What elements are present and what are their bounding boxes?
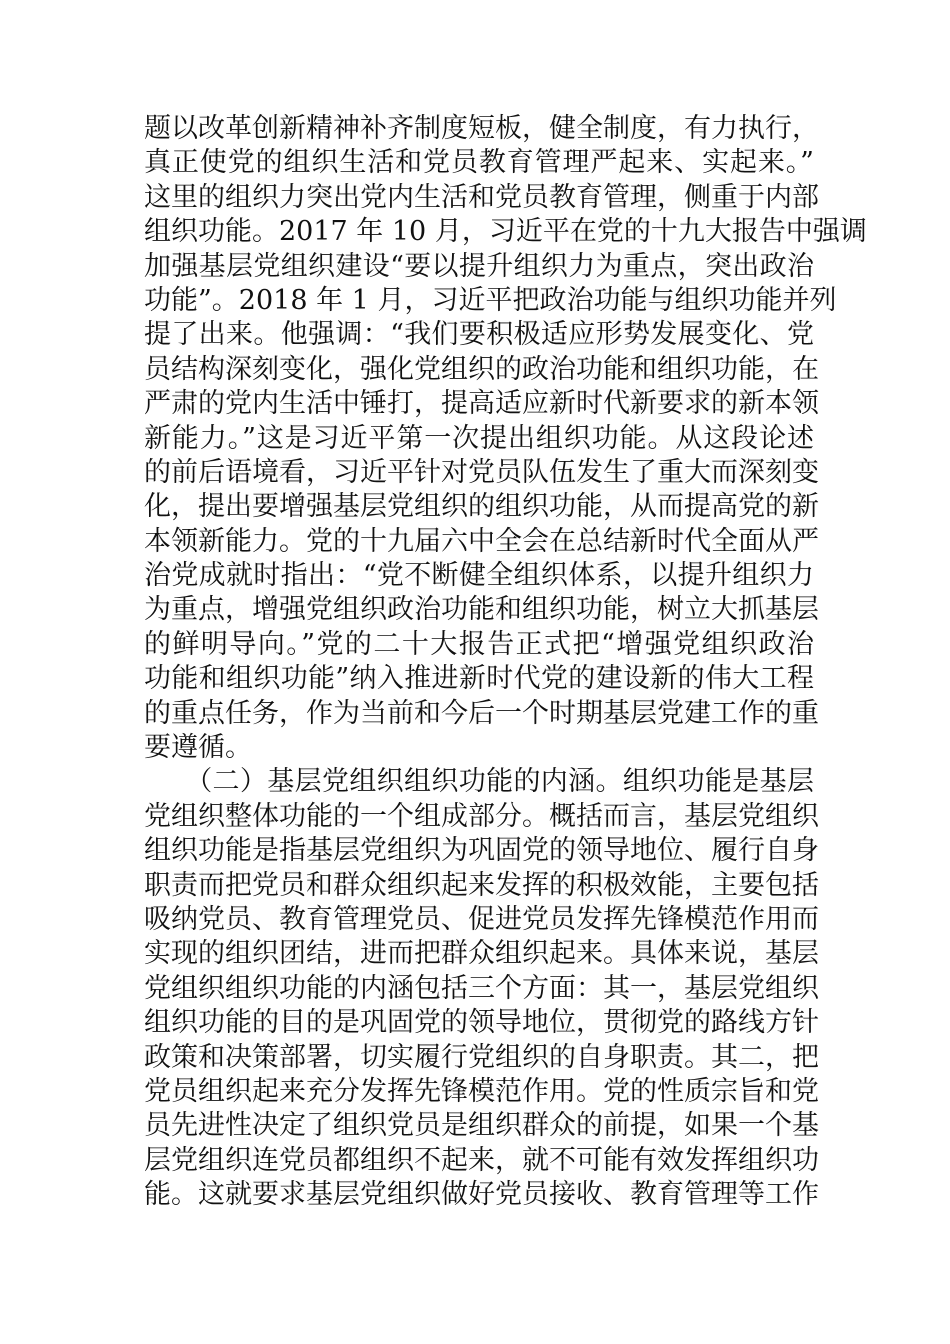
paragraph-end-line: 要遵循。 — [144, 732, 252, 764]
text-line: 提了出来。他强调：“我们要积极适应形势发展变化、党 — [144, 319, 814, 351]
text-line: 的鲜明导向。”党的二十大报告正式把“增强党组织政治 — [144, 628, 814, 660]
text-line: 加强基层党组织建设“要以提升组织力为重点，突出政治 — [144, 250, 814, 282]
text-line: 政策和决策部署，切实履行党组织的自身职责。其二，把 — [144, 1041, 819, 1073]
text-line: 的重点任务，作为当前和今后一个时期基层党建工作的重 — [144, 697, 819, 729]
text-line: 能。这就要求基层党组织做好党员接收、教育管理等工作 — [144, 1179, 819, 1211]
text-line: 组织功能的目的是巩固党的领导地位，贯彻党的路线方针 — [144, 1007, 819, 1039]
section-heading-line: （二）基层党组织组织功能的内涵。组织功能是基层 — [144, 766, 814, 798]
text-line: 吸纳党员、教育管理党员、促进党员发挥先锋模范作用而 — [144, 903, 819, 935]
text-line: 组织功能。2017 年 10 月，习近平在党的十九大报告中强调 — [144, 216, 867, 248]
text-line: 这里的组织力突出党内生活和党员教育管理，侧重于内部 — [144, 181, 819, 213]
text-line: 为重点，增强党组织政治功能和组织功能，树立大抓基层 — [144, 594, 819, 626]
text-line: 严肃的党内生活中锤打，提高适应新时代新要求的新本领 — [144, 388, 819, 420]
text-line: 真正使党的组织生活和党员教育管理严起来、实起来。” — [144, 147, 814, 179]
text-line: 层党组织连党员都组织不起来，就不可能有效发挥组织功 — [144, 1144, 819, 1176]
text-line: 治党成就时指出：“党不断健全组织体系，以提升组织力 — [144, 560, 814, 592]
text-line: 本领新能力。党的十九届六中全会在总结新时代全面从严 — [144, 525, 819, 557]
text-line: 党组织组织功能的内涵包括三个方面：其一，基层党组织 — [144, 972, 819, 1004]
text-line: 职责而把党员和群众组织起来发挥的积极效能，主要包括 — [144, 869, 819, 901]
text-line: 党组织整体功能的一个组成部分。概括而言，基层党组织 — [144, 800, 819, 832]
body-text — [144, 112, 867, 1213]
text-line: 功能和组织功能”纳入推进新时代党的建设新的伟大工程 — [144, 663, 814, 695]
text-line: 新能力。”这是习近平第一次提出组织功能。从这段论述 — [144, 422, 814, 454]
text-line: 员结构深刻变化，强化党组织的政治功能和组织功能，在 — [144, 353, 819, 385]
text-line: 化，提出要增强基层党组织的组织功能，从而提高党的新 — [144, 491, 819, 523]
text-line: 组织功能是指基层党组织为巩固党的领导地位、履行自身 — [144, 835, 819, 867]
text-line: 题以改革创新精神补齐制度短板，健全制度，有力执行， — [144, 113, 819, 144]
text-line: 的前后语境看，习近平针对党员队伍发生了重大而深刻变 — [144, 456, 819, 488]
text-line: 员先进性决定了组织党员是组织群众的前提，如果一个基 — [144, 1110, 819, 1142]
text-line: 党员组织起来充分发挥先锋模范作用。党的性质宗旨和党 — [144, 1075, 819, 1107]
text-line: 实现的组织团结，进而把群众组织起来。具体来说，基层 — [144, 938, 819, 970]
text-line: 功能”。2018 年 1 月，习近平把政治功能与组织功能并列 — [144, 284, 837, 316]
